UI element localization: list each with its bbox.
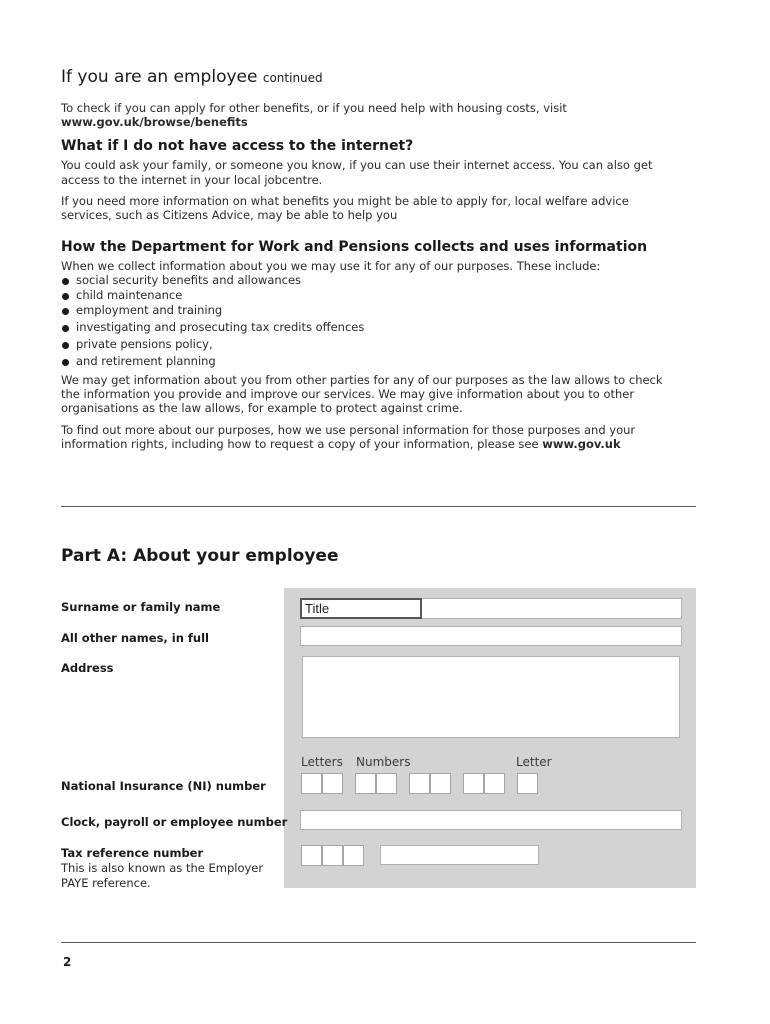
ni-label: National Insurance (NI) number: [61, 779, 266, 793]
dwp-para1-line3: organisations as the law allows, for example to protect against crime.: [61, 401, 463, 415]
clock-number-input[interactable]: [300, 810, 682, 830]
tax-reference-help-line2: PAYE reference.: [61, 876, 151, 890]
footer-divider: [61, 942, 696, 943]
list-item: employment and training: [61, 303, 681, 320]
internet-line-3: If you need more information on what benefits you might be able to apply for, local welfare advice: [61, 194, 629, 208]
ni-number-box-1[interactable]: [355, 773, 376, 794]
surname-label: Surname or family name: [61, 600, 221, 614]
ni-number-box-6[interactable]: [484, 773, 505, 794]
tax-reference-input[interactable]: [380, 845, 539, 865]
dwp-para1-line2: the information you provide and improve our services. We may give information about you to other: [61, 387, 635, 401]
clock-number-label: Clock, payroll or employee number: [61, 815, 288, 829]
ni-suffix-letter-box[interactable]: [517, 773, 538, 794]
tax-office-box-2[interactable]: [322, 845, 343, 866]
purposes-list: [61, 273, 681, 371]
internet-line-2: access to the internet in your local jobcentre.: [61, 173, 323, 187]
dwp-para1-line1: We may get information about you from other parties for any of our purposes as the law allows to check: [61, 373, 663, 387]
numbers-column-label: Numbers: [356, 755, 411, 769]
address-input[interactable]: [302, 656, 680, 738]
ni-number-box-5[interactable]: [463, 773, 484, 794]
letters-column-label: Letters: [301, 755, 343, 769]
page-number: 2: [63, 955, 72, 969]
dwp-heading: How the Department for Work and Pensions collects and uses information: [61, 239, 648, 255]
ni-number-box-3[interactable]: [409, 773, 430, 794]
address-label: Address: [61, 661, 114, 675]
list-item: and retirement planning: [61, 354, 681, 371]
dwp-para2-line1: To find out more about our purposes, how we use personal information for those purposes and your: [61, 423, 636, 437]
dwp-para2-text: information rights, including how to request a copy of your information, please see: [61, 437, 539, 451]
tax-reference-label: Tax reference number: [61, 846, 204, 860]
internet-heading: What if I do not have access to the internet?: [61, 138, 414, 154]
letter-column-label: Letter: [516, 755, 552, 769]
ni-letter-box-1[interactable]: [301, 773, 322, 794]
section-divider: [61, 506, 696, 507]
benefits-paragraph: To check if you can apply for other benefits, or if you need help with housing costs, visit: [61, 101, 567, 115]
benefits-link[interactable]: www.gov.uk/browse/benefits: [61, 115, 248, 129]
dwp-para2-line2: [61, 437, 621, 452]
internet-line-1: You could ask your family, or someone you know, if you can use their internet access. You can also get: [61, 158, 653, 172]
list-item: child maintenance: [61, 288, 681, 303]
dwp-lead: When we collect information about you we may use it for any of our purposes. These include:: [61, 259, 601, 273]
list-item: social security benefits and allowances: [61, 273, 681, 288]
part-a-heading: Part A: About your employee: [61, 546, 339, 566]
tax-office-box-1[interactable]: [301, 845, 322, 866]
heading-text: If you are an employee: [61, 67, 258, 87]
tax-office-box-3[interactable]: [343, 845, 364, 866]
other-names-input[interactable]: [300, 626, 682, 646]
ni-number-box-2[interactable]: [376, 773, 397, 794]
list-item: investigating and prosecuting tax credits offences: [61, 320, 681, 337]
other-names-label: All other names, in full: [61, 631, 210, 645]
internet-line-4: services, such as Citizens Advice, may be able to help you: [61, 208, 398, 222]
list-item: private pensions policy,: [61, 337, 681, 354]
tax-reference-help-line1: This is also known as the Employer: [61, 861, 264, 875]
section-heading-employee: [61, 67, 323, 87]
ni-letter-box-2[interactable]: [322, 773, 343, 794]
govuk-link[interactable]: www.gov.uk: [542, 437, 621, 451]
ni-number-box-4[interactable]: [430, 773, 451, 794]
heading-suffix: continued: [262, 71, 323, 85]
title-field[interactable]: Title: [300, 598, 422, 619]
